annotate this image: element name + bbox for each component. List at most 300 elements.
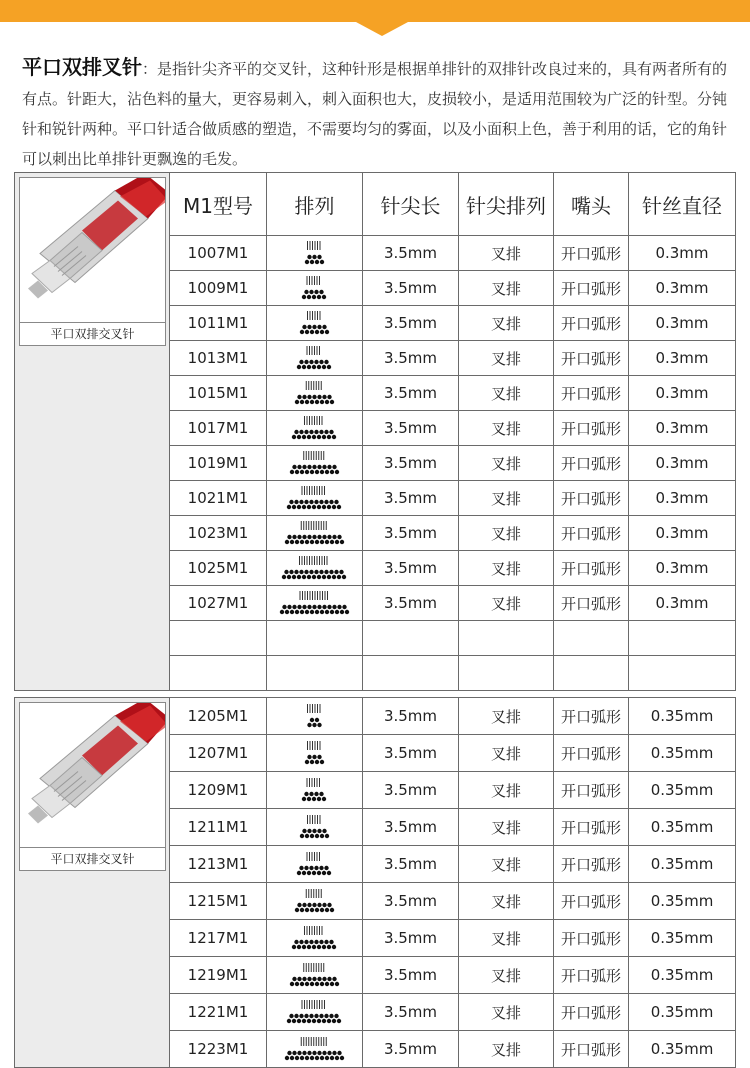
length-cell: 3.5mm: [363, 920, 459, 957]
arrangement-cell: [267, 621, 363, 656]
length-cell: 3.5mm: [363, 271, 459, 306]
needle-tip-dot: [297, 945, 301, 949]
needle-tip-dot: [319, 940, 323, 944]
needle-tip-dot: [302, 535, 306, 539]
top-accent-bar: [0, 0, 750, 22]
needle-tip-dot: [327, 395, 331, 399]
arrangement-cell: [267, 735, 363, 772]
needle-tip-dot: [322, 605, 326, 609]
mouth-cell: 开口弧形: [554, 809, 629, 846]
mouth-cell: 开口弧形: [554, 516, 629, 551]
needle-tip-dot: [312, 295, 316, 299]
needle-tip-dot: [322, 797, 326, 801]
needle-arrangement-diagram: [293, 887, 337, 915]
needle-tip-dot: [307, 295, 311, 299]
needle-tip-dot: [309, 610, 313, 614]
intro-title: 平口双排叉针: [22, 55, 142, 79]
needle-tip-dot: [309, 982, 313, 986]
needle-tip-dot: [329, 1014, 333, 1018]
mouth-cell: 开口弧形: [554, 586, 629, 621]
needle-tip-dot: [329, 470, 333, 474]
tip-cell: 叉排: [459, 306, 554, 341]
needle-tip-dot: [319, 866, 323, 870]
needle-tip-dot: [324, 908, 328, 912]
needle-tip-dot: [322, 829, 326, 833]
mouth-cell: 开口弧形: [554, 481, 629, 516]
diameter-cell: 0.35mm: [629, 1031, 736, 1068]
diameter-cell: 0.3mm: [629, 551, 736, 586]
needle-tip-dot: [297, 365, 301, 369]
needle-tip-dot: [314, 500, 318, 504]
needle-tip-dot: [324, 540, 328, 544]
needle-tip-dot: [309, 540, 313, 544]
needle-arrangement-diagram: [293, 379, 337, 407]
model-cell: 1023M1: [170, 516, 267, 551]
model-cell: 1221M1: [170, 994, 267, 1031]
needle-tip-dot: [324, 500, 328, 504]
needle-tip-dot: [337, 535, 341, 539]
needle-tip-dot: [304, 1056, 308, 1060]
needle-tip-dot: [292, 1019, 296, 1023]
needle-tip-dot: [327, 1019, 331, 1023]
needle-tip-dot: [312, 575, 316, 579]
needle-tip-dot: [299, 940, 303, 944]
length-cell: 3.5mm: [363, 376, 459, 411]
needle-tip-dot: [332, 435, 336, 439]
needle-tip-dot: [332, 1051, 336, 1055]
mouth-cell: 开口弧形: [554, 236, 629, 271]
needle-tip-dot: [329, 430, 333, 434]
needle-tip-dot: [309, 430, 313, 434]
needle-tip-dot: [327, 435, 331, 439]
needle-tip-dot: [327, 903, 331, 907]
product-image-cell: [15, 698, 170, 1068]
needle-tip-dot: [334, 1056, 338, 1060]
needle-tip-dot: [319, 330, 323, 334]
needle-arrangement-diagram: [298, 813, 332, 841]
arrangement-cell: [267, 1031, 363, 1068]
needle-tip-dot: [337, 505, 341, 509]
needle-tip-dot: [309, 760, 313, 764]
needle-tip-dot: [314, 290, 318, 294]
needle-tip-dot: [334, 1014, 338, 1018]
model-cell: 1019M1: [170, 446, 267, 481]
needle-tip-dot: [314, 400, 318, 404]
needle-tip-dot: [329, 570, 333, 574]
needle-tip-dot: [279, 610, 283, 614]
needle-tip-dot: [304, 500, 308, 504]
mouth-cell: 开口弧形: [554, 551, 629, 586]
needle-tip-dot: [309, 908, 313, 912]
needle-tip-dot: [309, 290, 313, 294]
needle-tip-dot: [314, 940, 318, 944]
needle-tip-dot: [307, 575, 311, 579]
needle-tip-dot: [294, 908, 298, 912]
needle-tip-dot: [304, 430, 308, 434]
needle-tip-dot: [302, 871, 306, 875]
tip-cell: 叉排: [459, 446, 554, 481]
needle-tip-dot: [297, 575, 301, 579]
needle-tip-dot: [294, 500, 298, 504]
needle-tip-dot: [312, 723, 316, 727]
needle-tip-dot: [299, 834, 303, 838]
length-cell: 3.5mm: [363, 341, 459, 376]
product-image: [19, 702, 166, 848]
needle-tip-dot: [324, 470, 328, 474]
needle-tip-dot: [299, 540, 303, 544]
needle-tip-dot: [314, 430, 318, 434]
needle-tip-dot: [314, 360, 318, 364]
needle-tip-dot: [327, 505, 331, 509]
needle-tip-dot: [327, 871, 331, 875]
needle-tip-dot: [322, 903, 326, 907]
needle-tip-dot: [307, 829, 311, 833]
needle-tip-dot: [309, 400, 313, 404]
needle-tip-dot: [307, 465, 311, 469]
needle-tip-dot: [307, 797, 311, 801]
needle-tip-dot: [284, 1056, 288, 1060]
needle-tip-dot: [342, 575, 346, 579]
needle-tip-dot: [304, 982, 308, 986]
arrangement-cell: [267, 446, 363, 481]
tip-cell: 叉排: [459, 920, 554, 957]
needle-tip-dot: [287, 1019, 291, 1023]
needle-tip-dot: [304, 470, 308, 474]
needle-tip-dot: [289, 470, 293, 474]
needle-tip-dot: [322, 325, 326, 329]
needle-tip-dot: [327, 575, 331, 579]
needle-tip-dot: [332, 977, 336, 981]
needle-tip-dot: [289, 540, 293, 544]
product-image: [19, 177, 166, 323]
needle-tip-dot: [282, 575, 286, 579]
needle-tip-dot: [329, 1056, 333, 1060]
needle-tip-dot: [317, 435, 321, 439]
product-image-cell: [15, 173, 170, 691]
mouth-cell: 开口弧形: [554, 411, 629, 446]
intro-text: ：是指针尖齐平的交叉针，这种针形是根据单排针的双排针改良过来的，具有两者所有的有点。针距大，沾色料的量大，更容易刺入，刺入面积也大，皮损较小，是适用范围较为广泛的针型。分钝针和锐针两种。平口针适合做质感的塑造，不需要均匀的雾面，以及小面积上色，善于利用的话，它的角针可以刺出比单排针更飘逸的毛发。: [22, 60, 728, 168]
needle-tip-dot: [302, 435, 306, 439]
needle-tip-dot: [319, 908, 323, 912]
needle-tip-dot: [339, 540, 343, 544]
needle-tip-dot: [297, 605, 301, 609]
needle-tip-dot: [294, 430, 298, 434]
needle-arrangement-diagram: [300, 274, 329, 302]
needle-tip-dot: [312, 605, 316, 609]
needle-tip-dot: [307, 395, 311, 399]
needle-tip-dot: [299, 430, 303, 434]
needle-tip-dot: [292, 535, 296, 539]
needle-tip-dot: [317, 755, 321, 759]
needle-cartridge-image: [20, 178, 165, 323]
needle-tip-dot: [287, 1051, 291, 1055]
needle-tip-dot: [302, 977, 306, 981]
needle-spec-table: [14, 172, 736, 1068]
needle-tip-dot: [299, 400, 303, 404]
needle-arrangement-diagram: [304, 702, 326, 730]
needle-tip-dot: [332, 465, 336, 469]
needle-tip-dot: [307, 325, 311, 329]
needle-tip-dot: [317, 977, 321, 981]
needle-tip-dot: [327, 945, 331, 949]
tip-cell: 叉排: [459, 809, 554, 846]
tip-cell: [459, 621, 554, 656]
needle-tip-dot: [307, 723, 311, 727]
needle-tip-dot: [289, 610, 293, 614]
needle-arrangement-diagram: [285, 484, 344, 512]
needle-tip-dot: [307, 1051, 311, 1055]
needle-tip-dot: [289, 500, 293, 504]
length-cell: 3.5mm: [363, 994, 459, 1031]
needle-tip-dot: [314, 718, 318, 722]
needle-tip-dot: [304, 610, 308, 614]
length-cell: [363, 656, 459, 691]
diameter-cell: 0.35mm: [629, 846, 736, 883]
needle-tip-dot: [314, 610, 318, 614]
mouth-cell: 开口弧形: [554, 446, 629, 481]
needle-tip-dot: [324, 1014, 328, 1018]
product-image-caption: 平口双排交叉针: [19, 848, 166, 871]
tip-cell: 叉排: [459, 481, 554, 516]
needle-tip-dot: [314, 866, 318, 870]
needle-tip-dot: [299, 470, 303, 474]
needle-tip-dot: [319, 430, 323, 434]
arrangement-cell: [267, 772, 363, 809]
needle-tip-dot: [294, 610, 298, 614]
needle-tip-dot: [289, 1014, 293, 1018]
mouth-cell: 开口弧形: [554, 271, 629, 306]
diameter-cell: 0.3mm: [629, 341, 736, 376]
needle-tip-dot: [327, 365, 331, 369]
needle-tip-dot: [314, 792, 318, 796]
arrangement-cell: [267, 551, 363, 586]
model-cell: 1223M1: [170, 1031, 267, 1068]
needle-tip-dot: [304, 540, 308, 544]
needle-tip-dot: [312, 325, 316, 329]
needle-tip-dot: [324, 400, 328, 404]
arrangement-cell: [267, 341, 363, 376]
needle-tip-dot: [312, 945, 316, 949]
column-header: 排列: [267, 173, 363, 236]
model-cell: [170, 656, 267, 691]
needle-tip-dot: [322, 295, 326, 299]
needle-tip-dot: [302, 605, 306, 609]
needle-tip-dot: [304, 260, 308, 264]
needle-tip-dot: [297, 977, 301, 981]
diameter-cell: 0.35mm: [629, 698, 736, 735]
needle-tip-dot: [297, 395, 301, 399]
arrangement-cell: [267, 656, 363, 691]
model-cell: 1215M1: [170, 883, 267, 920]
needle-arrangement-diagram: [283, 519, 347, 547]
model-cell: 1027M1: [170, 586, 267, 621]
tip-cell: 叉排: [459, 735, 554, 772]
needle-tip-dot: [319, 260, 323, 264]
needle-tip-dot: [322, 977, 326, 981]
product-image-caption: 平口双排交叉针: [19, 323, 166, 346]
arrangement-cell: [267, 809, 363, 846]
diameter-cell: 0.35mm: [629, 735, 736, 772]
arrangement-cell: [267, 271, 363, 306]
needle-tip-dot: [317, 797, 321, 801]
needle-tip-dot: [304, 290, 308, 294]
tip-cell: 叉排: [459, 846, 554, 883]
needle-tip-dot: [309, 718, 313, 722]
needle-tip-dot: [294, 470, 298, 474]
needle-tip-dot: [337, 605, 341, 609]
length-cell: 3.5mm: [363, 846, 459, 883]
needle-tip-dot: [292, 465, 296, 469]
arrangement-cell: [267, 306, 363, 341]
mouth-cell: 开口弧形: [554, 306, 629, 341]
needle-tip-dot: [299, 570, 303, 574]
needle-tip-dot: [327, 1051, 331, 1055]
needle-tip-dot: [309, 570, 313, 574]
needle-tip-dot: [289, 982, 293, 986]
tip-cell: 叉排: [459, 698, 554, 735]
needle-tip-dot: [309, 1014, 313, 1018]
needle-tip-dot: [327, 605, 331, 609]
needle-tip-dot: [309, 260, 313, 264]
needle-tip-dot: [312, 871, 316, 875]
needle-tip-dot: [319, 500, 323, 504]
needle-tip-dot: [312, 1051, 316, 1055]
column-header: M1型号: [170, 173, 267, 236]
needle-tip-dot: [322, 435, 326, 439]
needle-tip-dot: [319, 760, 323, 764]
needle-tip-dot: [317, 325, 321, 329]
diameter-cell: 0.3mm: [629, 306, 736, 341]
needle-tip-dot: [299, 360, 303, 364]
needle-tip-dot: [307, 755, 311, 759]
needle-tip-dot: [307, 977, 311, 981]
needle-tip-dot: [299, 982, 303, 986]
diameter-cell: 0.35mm: [629, 957, 736, 994]
mouth-cell: [554, 621, 629, 656]
needle-tip-dot: [317, 365, 321, 369]
arrangement-cell: [267, 516, 363, 551]
arrangement-cell: [267, 920, 363, 957]
needle-tip-dot: [314, 760, 318, 764]
needle-tip-dot: [307, 903, 311, 907]
model-cell: 1217M1: [170, 920, 267, 957]
needle-tip-dot: [319, 982, 323, 986]
needle-tip-dot: [302, 395, 306, 399]
needle-tip-dot: [292, 605, 296, 609]
needle-tip-dot: [317, 505, 321, 509]
needle-tip-dot: [319, 792, 323, 796]
needle-tip-dot: [324, 834, 328, 838]
diameter-cell: 0.3mm: [629, 446, 736, 481]
needle-tip-dot: [314, 1056, 318, 1060]
needle-arrangement-diagram: [285, 998, 344, 1026]
needle-tip-dot: [312, 829, 316, 833]
model-cell: 1213M1: [170, 846, 267, 883]
needle-tip-dot: [322, 575, 326, 579]
arrangement-cell: [267, 957, 363, 994]
tip-cell: 叉排: [459, 341, 554, 376]
mouth-cell: 开口弧形: [554, 920, 629, 957]
needle-tip-dot: [319, 1014, 323, 1018]
needle-tip-dot: [317, 395, 321, 399]
needle-tip-dot: [329, 500, 333, 504]
needle-tip-dot: [302, 945, 306, 949]
needle-tip-dot: [309, 1056, 313, 1060]
needle-tip-dot: [297, 1019, 301, 1023]
needle-arrangement-diagram: [295, 344, 334, 372]
needle-tip-dot: [342, 605, 346, 609]
needle-tip-dot: [304, 908, 308, 912]
mouth-cell: [554, 656, 629, 691]
tip-cell: 叉排: [459, 236, 554, 271]
needle-tip-dot: [302, 505, 306, 509]
needle-tip-dot: [294, 1014, 298, 1018]
header-row: [15, 173, 736, 236]
arrangement-cell: [267, 698, 363, 735]
needle-tip-dot: [317, 605, 321, 609]
needle-tip-dot: [314, 330, 318, 334]
needle-tip-dot: [329, 982, 333, 986]
needle-tip-dot: [287, 535, 291, 539]
arrangement-cell: [267, 411, 363, 446]
diameter-cell: 0.3mm: [629, 376, 736, 411]
needle-tip-dot: [299, 330, 303, 334]
column-header: 针尖长: [363, 173, 459, 236]
needle-arrangement-diagram: [283, 1035, 347, 1063]
column-header: 针丝直径: [629, 173, 736, 236]
needle-arrangement-diagram: [280, 554, 349, 582]
mouth-cell: 开口弧形: [554, 957, 629, 994]
needle-tip-dot: [332, 535, 336, 539]
needle-tip-dot: [319, 610, 323, 614]
needle-arrangement-diagram: [288, 449, 342, 477]
tip-cell: [459, 656, 554, 691]
needle-tip-dot: [299, 500, 303, 504]
needle-tip-dot: [304, 760, 308, 764]
needle-tip-dot: [312, 505, 316, 509]
needle-tip-dot: [317, 723, 321, 727]
needle-tip-dot: [304, 792, 308, 796]
table-body: [15, 173, 736, 1068]
needle-tip-dot: [312, 365, 316, 369]
mouth-cell: 开口弧形: [554, 883, 629, 920]
needle-tip-dot: [292, 575, 296, 579]
diameter-cell: 0.3mm: [629, 271, 736, 306]
needle-tip-dot: [289, 1056, 293, 1060]
needle-tip-dot: [324, 1056, 328, 1060]
model-cell: 1017M1: [170, 411, 267, 446]
diameter-cell: 0.3mm: [629, 236, 736, 271]
needle-tip-dot: [302, 325, 306, 329]
needle-tip-dot: [302, 295, 306, 299]
needle-arrangement-diagram: [303, 239, 327, 267]
needle-tip-dot: [314, 470, 318, 474]
needle-tip-dot: [309, 330, 313, 334]
needle-tip-dot: [317, 1051, 321, 1055]
needle-tip-dot: [309, 940, 313, 944]
mouth-cell: 开口弧形: [554, 341, 629, 376]
diameter-cell: 0.3mm: [629, 586, 736, 621]
tip-cell: 叉排: [459, 957, 554, 994]
needle-tip-dot: [284, 570, 288, 574]
diameter-cell: 0.3mm: [629, 516, 736, 551]
needle-tip-dot: [319, 1056, 323, 1060]
needle-tip-dot: [327, 535, 331, 539]
needle-tip-dot: [302, 575, 306, 579]
needle-tip-dot: [292, 435, 296, 439]
needle-tip-dot: [317, 945, 321, 949]
needle-tip-dot: [302, 365, 306, 369]
